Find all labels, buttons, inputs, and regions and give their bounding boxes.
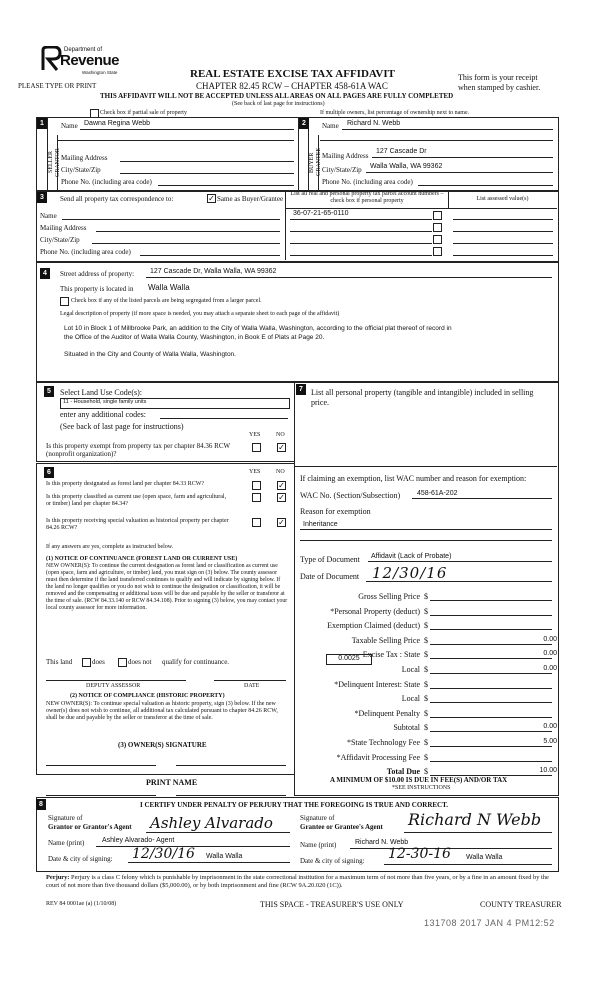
calc-row-label: Local	[401, 665, 420, 674]
forest-yes-checkbox[interactable]	[252, 481, 261, 490]
exempt-question: Is this property exempt from property tax per chapter 84.36 RCW (nonprofit organization)?	[46, 442, 230, 459]
forest-question: Is this property designated as forest land per chapter 84.33 RCW?	[46, 481, 205, 487]
treasurer-use-label: THIS SPACE - TREASURER'S USE ONLY	[260, 900, 404, 909]
perjury-notice	[46, 874, 558, 889]
grantor-name-print[interactable]: Ashley Alvarado- Agent	[102, 837, 175, 844]
notice-continuance-title: (1) NOTICE OF CONTINUANCE (FOREST LAND OR CURRENT USE)	[46, 556, 238, 562]
section-4-number: 4	[40, 268, 50, 279]
land-does-checkbox[interactable]	[82, 658, 91, 667]
historic-no-checkbox[interactable]: ✓	[278, 518, 285, 527]
parcel-1-personal-checkbox[interactable]	[433, 211, 442, 220]
grantee-signature[interactable]: Richard N Webb	[408, 810, 542, 829]
s3-city-label: City/State/Zip	[40, 236, 80, 244]
seller-city-label: City/State/Zip	[61, 166, 101, 174]
calc-row-label: Subtotal	[393, 723, 420, 732]
owner-signature-label: (3) OWNER(S) SIGNATURE	[118, 741, 207, 749]
currency-symbol: $	[424, 607, 428, 616]
notice-compliance-body: NEW OWNER(S): To continue special valuation as historic property, sign (3) below. If the new owner(s) does not wish to continue, all additional tax calculated pursuant to chapter 84.26 RCW, shall be due and payable by the seller or transferor at the time of sale.	[46, 701, 278, 721]
form-warning: THIS AFFIDAVIT WILL NOT BE ACCEPTED UNLESS ALL AREAS ON ALL PAGES ARE FULLY COMPLETED	[100, 92, 454, 100]
local-rate: 0.0025	[338, 655, 360, 662]
exempt-yes-checkbox[interactable]	[252, 443, 261, 452]
calc-row-line	[430, 746, 552, 747]
seller-name[interactable]: Dawna Regina Webb	[84, 120, 151, 127]
calc-row-label: *Personal Property (deduct)	[330, 607, 420, 616]
exempt-no-checkbox[interactable]: ✓	[278, 443, 285, 452]
s5-yes-header: YES	[249, 432, 261, 438]
logo-word: Revenue	[60, 52, 120, 69]
multiple-owners-note: If multiple owners, list percentage of ownership next to name.	[320, 110, 470, 116]
grantee-name-print-label: Name (print)	[300, 841, 337, 849]
county-treasurer-label: COUNTY TREASURER	[480, 900, 562, 909]
calc-row-line	[430, 717, 552, 718]
grantor-name-print-label: Name (print)	[48, 839, 85, 847]
historic-yes-checkbox[interactable]	[252, 518, 261, 527]
calc-row-line	[430, 658, 552, 659]
grantee-city[interactable]: Walla Walla	[466, 854, 503, 861]
notice-compliance-title: (2) NOTICE OF COMPLIANCE (HISTORIC PROPERTY)	[70, 693, 225, 699]
parcel-2-personal-checkbox[interactable]	[433, 223, 442, 232]
currency-symbol: $	[424, 723, 428, 732]
calc-row-value[interactable]: 0.00	[543, 636, 557, 643]
s6-no-header: NO	[276, 469, 285, 475]
current-use-no-checkbox[interactable]: ✓	[278, 493, 285, 502]
currency-symbol: $	[424, 592, 428, 601]
calc-row-label: Excise Tax : State	[362, 650, 420, 659]
s3-mailing-label: Mailing Address	[40, 224, 87, 232]
doc-type[interactable]: Affidavit (Lack of Probate)	[371, 553, 452, 560]
currency-symbol: $	[424, 753, 428, 762]
doc-date[interactable]: 12/30/16	[372, 564, 448, 582]
calc-row-line	[430, 731, 552, 732]
doc-date-label: Date of Document	[300, 572, 360, 581]
s6-yes-header: YES	[249, 469, 261, 475]
this-land-label: This land	[46, 658, 73, 666]
minimum-due-note: A MINIMUM OF $10.00 IS DUE IN FEE(S) AND/OR TAX	[330, 776, 508, 784]
same-as-buyer-checkbox[interactable]: ✓	[208, 194, 215, 203]
historic-question: Is this property receiving special valuation as historical property per chapter 84.26 RCW?	[46, 518, 229, 531]
any-yes-note: If any answers are yes, complete as instructed below.	[46, 544, 174, 550]
buyer-mailing[interactable]: 127 Cascade Dr	[376, 148, 427, 155]
currency-symbol: $	[424, 738, 428, 747]
parcel-4-personal-checkbox[interactable]	[433, 247, 442, 256]
calc-row-label: *Delinquent Interest: State	[334, 680, 420, 689]
land-does-not-label: does not	[128, 658, 152, 666]
calc-row-label: Total Due	[386, 767, 420, 776]
segregated-label: Check box if any of the listed parcels are being segregated from a larger parcel.	[71, 298, 262, 304]
calc-row-label: Gross Selling Price	[358, 592, 420, 601]
seller-name-label: Name	[61, 122, 78, 130]
calc-row-label: *Affidavit Processing Fee	[336, 753, 420, 762]
perjury-label: Perjury:	[46, 874, 70, 881]
wac-intro: If claiming an exemption, list WAC number and reason for exemption:	[300, 474, 527, 483]
grantor-date[interactable]: 12/30/16	[132, 846, 195, 862]
wac-label: WAC No. (Section/Subsection)	[300, 491, 401, 500]
notice-continuance-body: NEW OWNER(S): To continue the current designation as forest land or classification as current use (open space, farm and agriculture, or timber) land, you must sign on (3) below. The county assessor must then determine if the land transferred continues to qualify and will indicate by signing below. If the land no longer qualifies or you do not wish to continue the designation or classification, it will be removed and the compensating or additional taxes will be due and payable by the seller or transferor at the time of sale. (RCW 84.33.140 or RCW 84.34.108). Prior to signing (3) below, you may contact your local county assessor for more information.	[46, 563, 288, 611]
currency-symbol: $	[424, 650, 428, 659]
segregated-checkbox[interactable]	[60, 297, 69, 306]
section-8-number: 8	[36, 799, 46, 810]
section-2-number: 2	[299, 118, 309, 129]
grantee-sig-of: Signature of	[300, 814, 335, 822]
grantee-date-city-label: Date & city of signing:	[300, 857, 365, 865]
wac-number[interactable]: 458-61A-202	[417, 490, 458, 497]
parcel-header: List all real and personal property tax parcel account numbers – check box if personal property	[290, 191, 444, 204]
land-does-not-checkbox[interactable]	[118, 658, 127, 667]
grantee-agent-label: Grantee or Grantee's Agent	[300, 823, 383, 831]
see-back: (See back of last page for instructions)	[232, 101, 325, 107]
personal-property-label: List all personal property (tangible and intangible) included in selling price.	[311, 388, 534, 407]
same-as-buyer-label: Same as Buyer/Grantee	[217, 195, 284, 203]
deputy-date-label: DATE	[244, 683, 260, 689]
calc-row-value[interactable]: 0.00	[543, 650, 557, 657]
grantor-date-city-label: Date & city of signing:	[48, 855, 113, 863]
print-name-label: PRINT NAME	[146, 778, 198, 787]
grantee-date[interactable]: 12-30-16	[388, 846, 451, 862]
calc-row-value[interactable]: 5.00	[543, 738, 557, 745]
buyer-name-label: Name	[322, 122, 339, 130]
dor-logo-icon	[40, 46, 62, 72]
calc-row-line	[430, 688, 552, 689]
calc-row-label: Taxable Selling Price	[351, 636, 420, 645]
section-7-box	[294, 382, 559, 796]
grantee-name-print[interactable]: Richard N. Webb	[355, 839, 409, 846]
reason-label: Reason for exemption	[300, 507, 371, 516]
buyer-phone-label: Phone No. (including area code)	[322, 178, 413, 186]
calc-row-value[interactable]: 0.00	[543, 665, 557, 672]
section-5-number: 5	[44, 386, 54, 397]
form-title: REAL ESTATE EXCISE TAX AFFIDAVIT	[190, 68, 395, 80]
calc-row-label: *State Technology Fee	[346, 738, 420, 747]
legal-label: Legal description of property (if more space is needed, you may attach a separate sheet to each page of the affidavit)	[60, 311, 340, 317]
currency-symbol: $	[424, 636, 428, 645]
currency-symbol: $	[424, 694, 428, 703]
s3-phone-label: Phone No. (including area code)	[40, 248, 131, 256]
parcel-3-personal-checkbox[interactable]	[433, 235, 442, 244]
calc-row-value[interactable]: 10.00	[539, 767, 557, 774]
parcel-number-1[interactable]: 36-07-21-65-0110	[293, 210, 349, 217]
section-7-number: 7	[296, 384, 306, 395]
buyer-city-label: City/State/Zip	[322, 166, 362, 174]
s5-no-header: NO	[276, 432, 285, 438]
grantor-sig-of: Signature of	[48, 814, 83, 822]
seller-phone-label: Phone No. (including area code)	[61, 178, 152, 186]
s3-name-label: Name	[40, 212, 57, 220]
logo-line1: Department of	[64, 47, 103, 53]
located-in[interactable]: Walla Walla	[148, 283, 190, 292]
calc-row-line	[430, 644, 552, 645]
partial-sale-label: Check box if partial sale of property	[100, 110, 187, 116]
section-3-number: 3	[37, 192, 47, 203]
seller-side-label: SELLER GRANTOR	[48, 148, 61, 177]
grantor-agent-label: Grantor or Grantor's Agent	[48, 823, 132, 831]
located-label: This property is located in	[60, 285, 134, 293]
see-instructions-note: *SEE INSTRUCTIONS	[392, 785, 451, 791]
calc-row-line	[430, 615, 552, 616]
receipt-line1: This form is your receipt	[458, 73, 538, 82]
calc-row-line	[430, 702, 552, 703]
s5-see-back: (See back of last page for instructions)	[60, 422, 184, 431]
currency-symbol: $	[424, 621, 428, 630]
current-use-question: Is this property classified as current use (open space, farm and agricultural, or timber) land per chapter 84.34?	[46, 494, 227, 507]
legal-line-1[interactable]: Lot 10 in Block 1 of Millbrooke Park, an addition to the City of Walla Walla, Washington, according to the official plat thereof of record in	[64, 325, 452, 332]
form-revision: REV 84 0001ae (a) (1/10/08)	[46, 901, 117, 907]
calc-row-line	[430, 629, 552, 630]
calc-row-label: *Delinquent Penalty	[354, 709, 420, 718]
qualify-label: qualify for continuance.	[162, 658, 230, 666]
cashier-stamp: 131708 2017 JAN 4 PM12:52	[424, 918, 555, 928]
grantor-city[interactable]: Walla Walla	[206, 853, 243, 860]
assessed-header: List assessed value(s)	[476, 196, 529, 202]
additional-codes-label: enter any additional codes:	[60, 410, 146, 419]
calc-row-line	[430, 761, 552, 762]
land-use-value: 11 - Household, single family units	[63, 399, 147, 405]
deputy-assessor-label: DEPUTY ASSESSOR	[86, 683, 141, 689]
calc-row-label: Local	[401, 694, 420, 703]
currency-symbol: $	[424, 665, 428, 674]
currency-symbol: $	[424, 767, 428, 776]
section-6-number: 6	[44, 467, 54, 478]
land-does-label: does	[92, 658, 105, 666]
doc-type-label: Type of Document	[300, 555, 360, 564]
currency-symbol: $	[424, 709, 428, 718]
receipt-line2: when stamped by cashier.	[458, 83, 541, 92]
legal-line-3[interactable]: Situated in the City and County of Walla Walla, Washington.	[64, 351, 236, 358]
logo-line3: Washington State	[82, 70, 118, 75]
certify-statement: I CERTIFY UNDER PENALTY OF PERJURY THAT THE FOREGOING IS TRUE AND CORRECT.	[140, 801, 449, 809]
seller-mailing-label: Mailing Address	[61, 154, 108, 162]
street-address[interactable]: 127 Cascade Dr, Walla Walla, WA 99362	[150, 268, 277, 275]
buyer-mailing-label: Mailing Address	[322, 152, 369, 160]
forest-no-checkbox[interactable]: ✓	[278, 481, 285, 490]
land-use-label: Select Land Use Code(s):	[60, 388, 142, 397]
grantor-signature[interactable]: Ashley Alvarado	[150, 814, 273, 832]
current-use-yes-checkbox[interactable]	[252, 493, 261, 502]
send-correspondence-label: Send all property tax correspondence to:	[60, 195, 174, 203]
section-1-number: 1	[37, 118, 47, 129]
currency-symbol: $	[424, 680, 428, 689]
buyer-name[interactable]: Richard N. Webb	[347, 120, 401, 127]
calc-row-label: Exemption Claimed (deduct)	[327, 621, 420, 630]
calc-row-line	[430, 673, 552, 674]
buyer-side-label: BUYER GRANTEE	[309, 148, 322, 177]
please-type: PLEASE TYPE OR PRINT	[18, 82, 97, 90]
dor-logo	[40, 44, 125, 80]
buyer-city[interactable]: Walla Walla, WA 99362	[370, 163, 443, 170]
legal-line-2[interactable]: the Office of the Auditor of Walla Walla County, Washington, in Book E of Plats at Page 20.	[64, 334, 325, 341]
calc-row-line	[430, 600, 552, 601]
perjury-text: Perjury is a class C felony which is punishable by imprisonment in the state correctional institution for a maximum term of not more than five years, or by a fine in an amount fixed by the court of not more than five thousand dollars ($5,000.00), or by both imprisonment and fine (RCW 9A.20.020 (1C)).	[46, 874, 549, 889]
street-label: Street address of property:	[60, 270, 135, 278]
section-6-box	[36, 463, 295, 775]
section-4-box	[36, 262, 559, 382]
form-chapter: CHAPTER 82.45 RCW – CHAPTER 458-61A WAC	[196, 81, 388, 91]
calc-row-value[interactable]: 0.00	[543, 723, 557, 730]
exemption-reason[interactable]: Inheritance	[303, 521, 338, 528]
